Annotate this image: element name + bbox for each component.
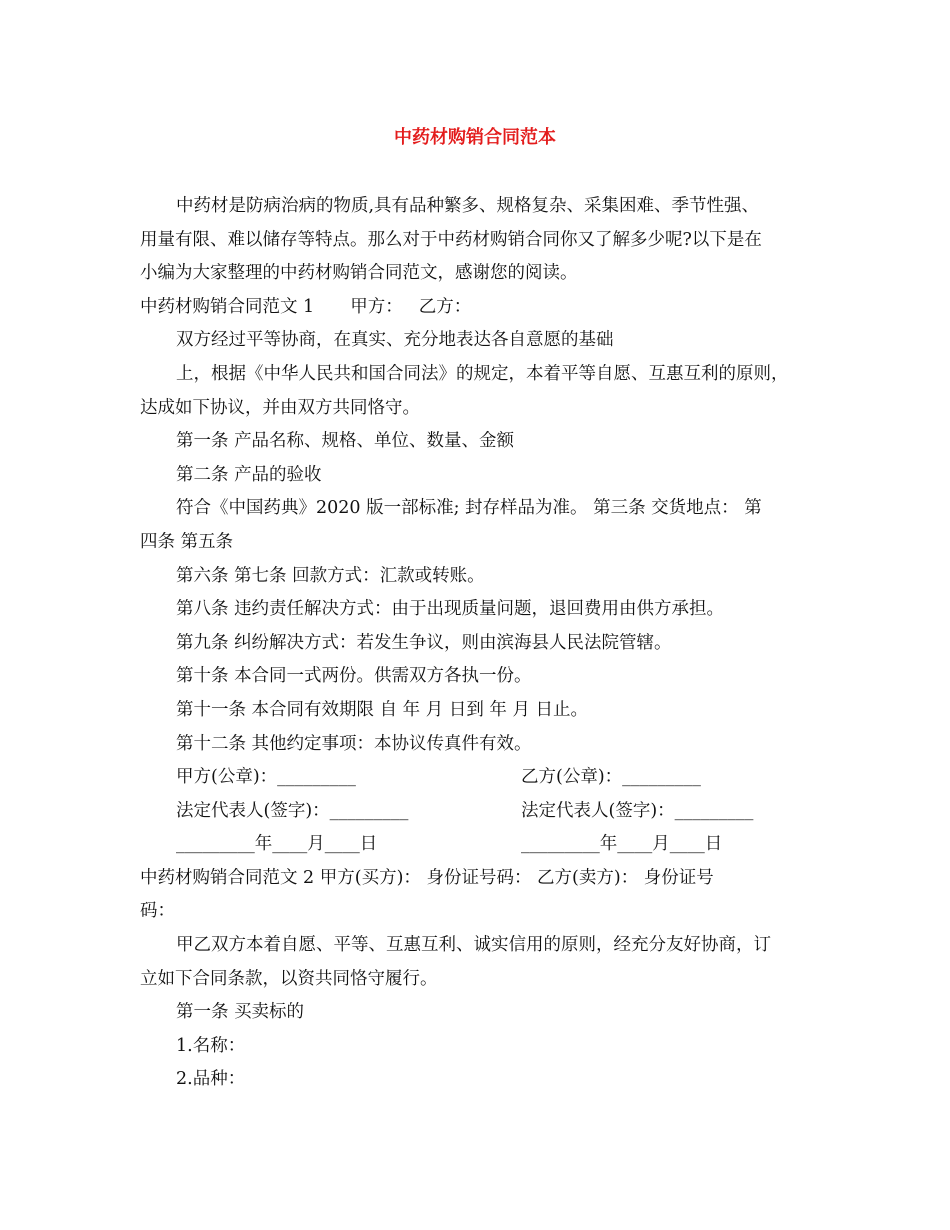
sample2-heading-line: 中药材购销合同范文 2 甲方(买方)： 身份证号码： 乙方(卖方)： 身份证号 xyxy=(140,867,714,888)
article-3-line: 符合《中国药典》2020 版一部标准; 封存样品为准。 第三条 交货地点： 第 xyxy=(176,498,762,519)
article-10: 第十条 本合同一式两份。供需双方各执一份。 xyxy=(176,666,532,687)
paragraph-line: 达成如下协议，并由双方共同恪守。 xyxy=(140,397,420,418)
signature-row-date xyxy=(140,828,815,862)
signature-row-rep xyxy=(140,795,815,829)
paragraph-line: 双方经过平等协商，在真实、充分地表达各自意愿的基础 xyxy=(176,330,614,351)
sample2-article-1: 第一条 买卖标的 xyxy=(176,1002,305,1023)
article-6: 第六条 第七条 回款方式：汇款或转账。 xyxy=(176,565,485,586)
intro-line: 用量有限、难以储存等特点。那么对于中药材购销合同你又了解多少呢?以下是在 xyxy=(140,229,762,250)
paragraph-line: 立如下合同条款，以资共同恪守履行。 xyxy=(140,968,438,989)
paragraph-line: 甲乙双方本着自愿、平等、互惠互利、诚实信用的原则，经充分友好协商，订 xyxy=(176,935,771,956)
list-item: 1.名称： xyxy=(176,1035,246,1056)
intro-line: 小编为大家整理的中药材购销合同范文，感谢您的阅读。 xyxy=(140,263,578,284)
article-9: 第九条 纠纷解决方式：若发生争议，则由滨海县人民法院管辖。 xyxy=(176,632,672,653)
document-title: 中药材购销合同范本 xyxy=(394,127,556,148)
document-body xyxy=(140,190,815,1097)
sample2-heading-line: 码： xyxy=(140,901,175,922)
article-1: 第一条 产品名称、规格、单位、数量、金额 xyxy=(176,431,515,452)
article-11: 第十一条 本合同有效期限 自 年 月 日到 年 月 日止。 xyxy=(176,699,589,720)
article-3-line: 四条 第五条 xyxy=(140,531,234,552)
party-a-date: _________年____月____日 xyxy=(176,834,378,855)
list-item: 2.品种： xyxy=(176,1069,246,1090)
article-12: 第十二条 其他约定事项：本协议传真件有效。 xyxy=(176,733,532,754)
sample1-heading-line xyxy=(140,291,815,325)
party-b-representative: 法定代表人(签字)：_________ xyxy=(521,800,754,821)
article-2: 第二条 产品的验收 xyxy=(176,464,322,485)
party-b-label: 乙方： xyxy=(418,296,472,317)
paragraph-line: 上，根据《中华人民共和国合同法》的规定，本着平等自愿、互惠互利的原则， xyxy=(176,363,789,384)
article-8: 第八条 违约责任解决方式：由于出现质量问题，退回费用由供方承担。 xyxy=(176,599,725,620)
party-b-seal: 乙方(公章)：_________ xyxy=(521,767,701,788)
party-a-seal: 甲方(公章)：_________ xyxy=(176,767,356,788)
party-a-representative: 法定代表人(签字)：_________ xyxy=(176,800,409,821)
sample1-heading: 中药材购销合同范文 1 xyxy=(140,296,315,317)
signature-row-seal xyxy=(140,761,815,795)
party-b-date: _________年____月____日 xyxy=(521,834,723,855)
intro-line: 中药材是防病治病的物质,具有品种繁多、规格复杂、采集困难、季节性强、 xyxy=(176,196,760,216)
party-a-label: 甲方： xyxy=(350,296,403,317)
